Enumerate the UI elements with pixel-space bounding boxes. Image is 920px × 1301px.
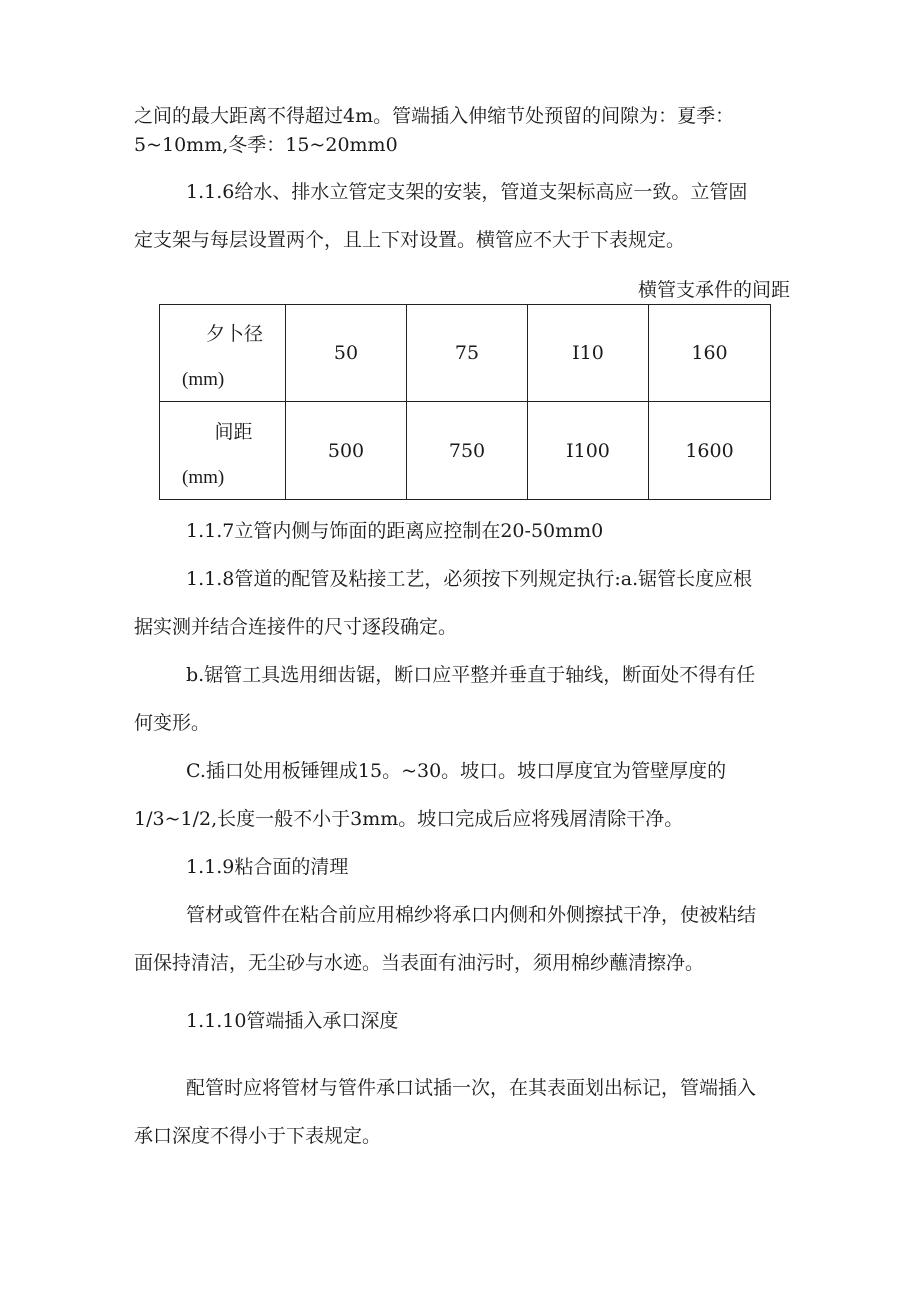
- paragraph-line: b.锯管工具选用细齿锯，断口应平整并垂直于轴线，断面处不得有任: [186, 664, 756, 686]
- table-cell: 75: [407, 305, 528, 402]
- table-cell: 750: [407, 402, 528, 500]
- row-header-label: 夕卜径: [205, 323, 263, 345]
- paragraph-line: 5~10mm,冬季：15~20mm0: [134, 134, 398, 156]
- paragraph-line: 承口深度不得小于下表规定。: [134, 1125, 382, 1147]
- table-caption: 横管支承件的间距: [637, 279, 790, 301]
- paragraph-line: C.插口处用板锤锂成15。~30。坡口。坡口厚度宜为管壁厚度的: [186, 760, 727, 782]
- row-header-cell: [160, 402, 286, 500]
- table-cell: 160: [649, 305, 771, 402]
- row-header-unit: (mm): [182, 369, 225, 390]
- row-header-unit: (mm): [182, 466, 225, 488]
- row-header-cell: [160, 305, 286, 402]
- table-row: [160, 305, 771, 402]
- section-heading: 1.1.9粘合面的清理: [186, 856, 349, 878]
- paragraph-line: 之间的最大距离不得超过4m。管端插入伸缩节处预留的间隙为：夏季：: [134, 105, 735, 127]
- table-cell: I10: [528, 305, 649, 402]
- paragraph-line: 何变形。: [134, 712, 211, 734]
- table-row: [160, 402, 771, 500]
- table-cell: 1600: [649, 402, 771, 500]
- paragraph-line: 1/3~1/2,长度一般不小于3mm。坡口完成后应将残屑清除干净。: [134, 808, 684, 830]
- section-heading: 1.1.10管端插入承口深度: [186, 1010, 399, 1032]
- paragraph-line: 1.1.7立管内侧与饰面的距离应控制在20-50mm0: [186, 520, 604, 542]
- table-cell: 50: [286, 305, 407, 402]
- paragraph-line: 管材或管件在粘合前应用棉纱将承口内侧和外侧擦拭干净，使被粘结: [186, 904, 757, 926]
- table-cell: I100: [528, 402, 649, 500]
- pipe-support-spacing-table: [159, 304, 771, 500]
- table-cell: 500: [286, 402, 407, 500]
- paragraph-line: 据实测并结合连接件的尺寸逐段确定。: [134, 616, 458, 638]
- row-header-label: 间距: [214, 420, 253, 443]
- paragraph-line: 面保持清洁，无尘砂与水迹。当表面有油污时，须用棉纱蘸清擦净。: [134, 952, 705, 974]
- paragraph-line: 1.1.6给水、排水立管定支架的安装，管道支架标高应一致。立管固: [186, 181, 748, 203]
- paragraph-line: 配管时应将管材与管件承口试插一次，在其表面划出标记，管端插入: [186, 1077, 757, 1099]
- paragraph-line: 1.1.8管道的配管及粘接工艺，必须按下列规定执行:a.锯管长度应根: [186, 568, 753, 590]
- paragraph-line: 定支架与每层设置两个，且上下对设置。横管应不大于下表规定。: [134, 229, 686, 251]
